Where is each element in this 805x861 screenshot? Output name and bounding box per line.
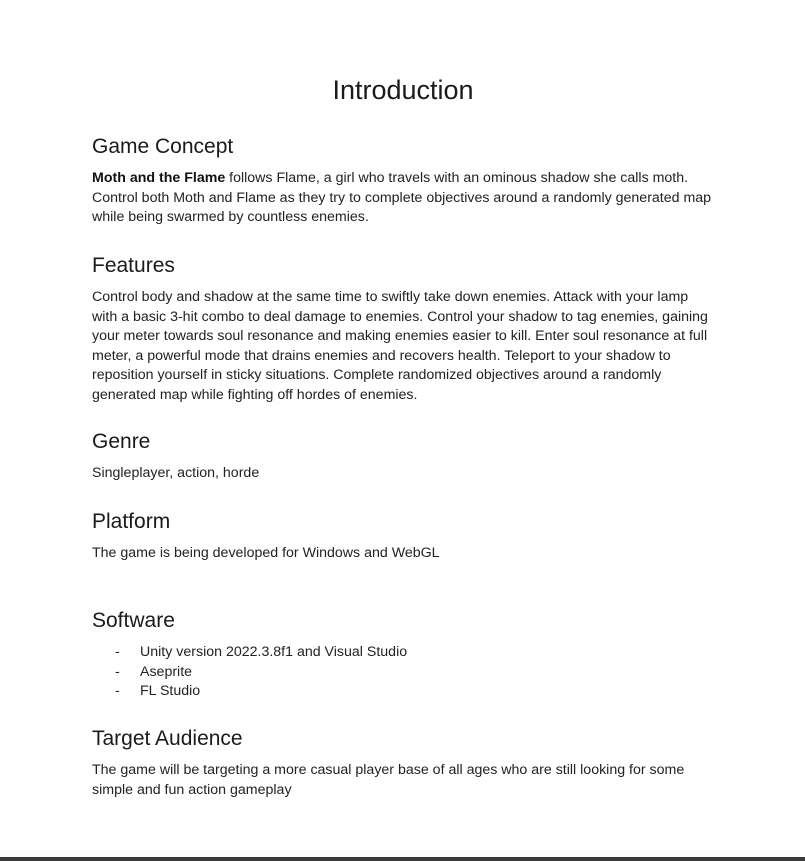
heading-platform: Platform <box>92 510 171 533</box>
list-item <box>92 682 407 702</box>
bullet-dash: - <box>115 683 120 700</box>
game-concept-text: follows Flame, a girl who travels with an ominous shadow she calls moth. Control both Moth and Flame as they try to complete objectives around a randomly generated map while being swarmed by countless enemies. <box>92 170 712 226</box>
list-item-text: FL Studio <box>140 683 201 700</box>
paragraph-target-audience: The game will be targeting a more casual player base of all ages who are still looking for some simple and fun action gameplay <box>92 762 685 798</box>
paragraph-genre: Singleplayer, action, horde <box>92 465 260 481</box>
heading-target-audience: Target Audience <box>92 727 243 750</box>
heading-software: Software <box>92 609 175 632</box>
list-item-text: Unity version 2022.3.8f1 and Visual Studio <box>140 644 408 660</box>
paragraph-platform: The game is being developed for Windows and WebGL <box>92 545 440 561</box>
list-item <box>92 663 407 683</box>
bullet-dash: - <box>115 663 120 680</box>
page-bottom-edge <box>0 857 805 861</box>
game-name-bold: Moth and the Flame <box>92 170 226 186</box>
document-title: Introduction <box>332 75 474 105</box>
paragraph-game-concept <box>92 169 714 228</box>
software-list <box>92 643 407 702</box>
list-item <box>92 643 407 663</box>
heading-genre: Genre <box>92 430 151 453</box>
heading-features: Features <box>92 254 175 277</box>
heading-game-concept: Game Concept <box>92 135 234 158</box>
paragraph-features: Control body and shadow at the same time to swiftly take down enemies. Attack with your lamp with a basic 3-hit combo to deal damage to enemies. Control your shadow to tag enemies, gaining your meter towards soul resonance and making enemies easier to kill. Enter soul resonance at full meter, a powerful mode that drains enemies and recovers health. Teleport to your shadow to reposition yourself in sticky situations. Complete randomized objectives around a randomly generated map while fighting off hordes of enemies. <box>92 289 708 403</box>
list-item-text: Aseprite <box>140 663 193 680</box>
bullet-dash: - <box>115 644 120 660</box>
